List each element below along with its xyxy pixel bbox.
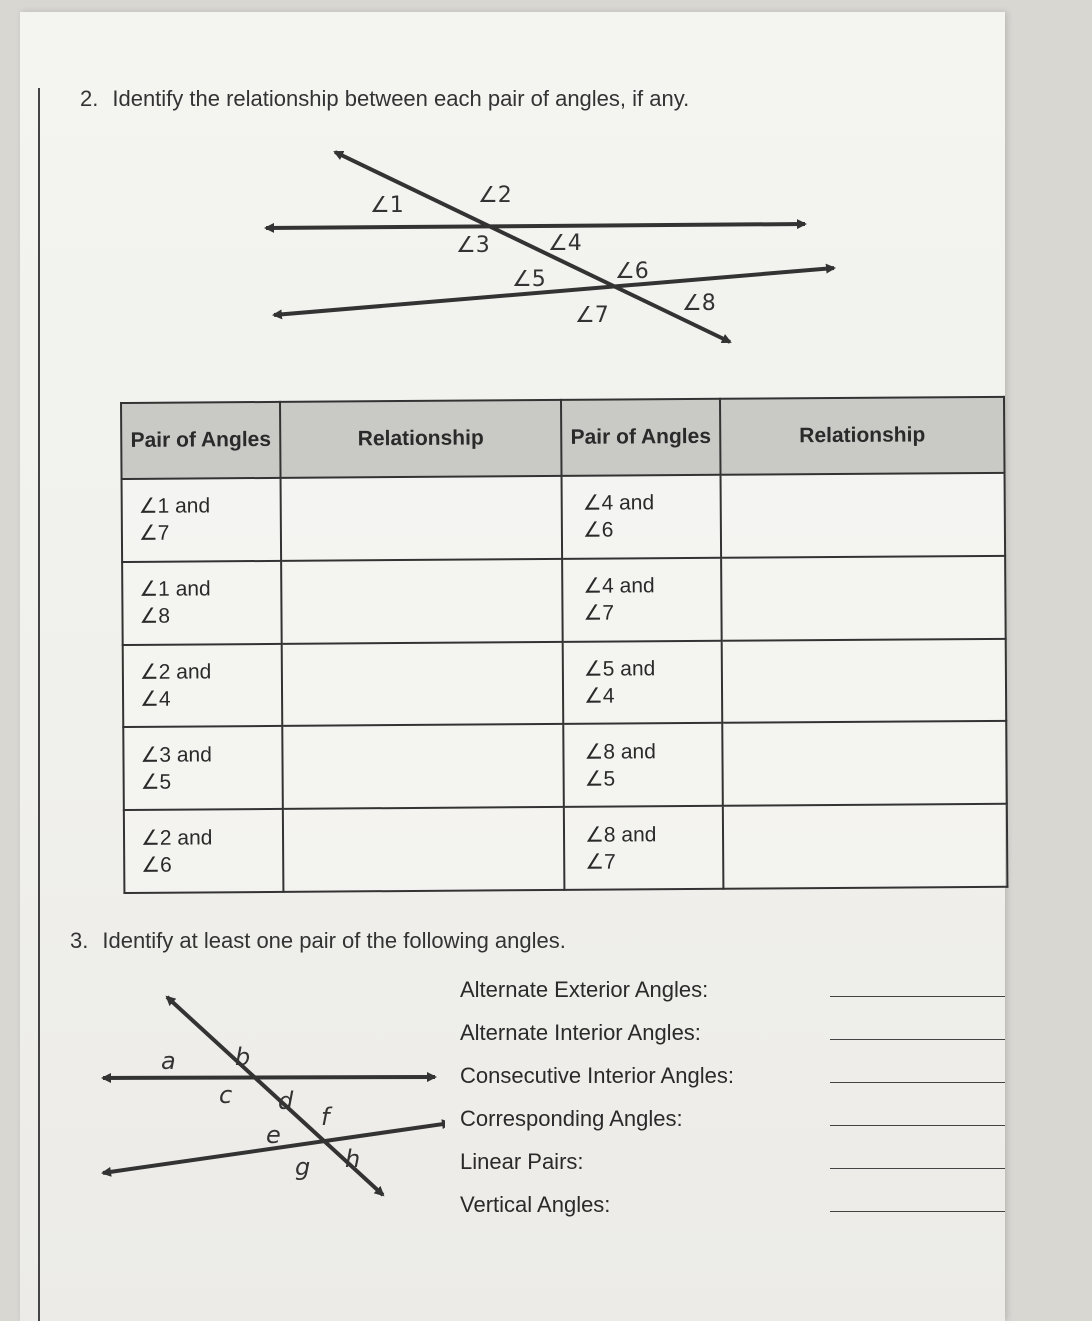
relationship-answer-cell[interactable] xyxy=(721,556,1006,641)
answer-blank[interactable] xyxy=(830,996,1005,997)
angle-g-label: g xyxy=(295,1153,311,1181)
answer-label: Alternate Interior Angles: xyxy=(460,1020,701,1045)
pair-cell: ∠4 and ∠6 xyxy=(562,475,722,559)
question-2-number: 2. xyxy=(80,86,99,111)
relationship-answer-cell[interactable] xyxy=(281,476,563,561)
angle-c-label: c xyxy=(219,1081,233,1109)
pair-cell: ∠8 and ∠5 xyxy=(563,723,723,807)
pair-cell: ∠4 and ∠7 xyxy=(562,558,722,642)
angle-6-label: ∠6 xyxy=(615,259,649,284)
pair-cell: ∠1 and ∠7 xyxy=(122,478,282,562)
relationship-answer-cell[interactable] xyxy=(723,804,1008,889)
figure-lettered-angles xyxy=(95,985,445,1210)
relationship-answer-cell[interactable] xyxy=(721,473,1006,558)
question-3-title xyxy=(70,928,566,954)
upper-line xyxy=(103,1077,435,1078)
header-relationship-right: Relationship xyxy=(720,397,1005,475)
angle-5-label: ∠5 xyxy=(512,267,546,292)
angle-b-label: b xyxy=(235,1043,251,1071)
header-pair-of-angles-left: Pair of Angles xyxy=(121,402,281,479)
question-2-title xyxy=(80,86,689,112)
answer-blank[interactable] xyxy=(830,1125,1005,1126)
list-item xyxy=(460,1101,1020,1144)
angle-relationship-table xyxy=(120,396,1008,894)
relationship-answer-cell[interactable] xyxy=(722,721,1007,806)
angle-f-label: f xyxy=(321,1103,330,1131)
margin-line xyxy=(38,88,40,1321)
table-row xyxy=(123,638,1007,727)
answer-label: Consecutive Interior Angles: xyxy=(460,1063,734,1088)
pair-cell: ∠5 and ∠4 xyxy=(563,640,723,724)
angle-7-label: ∠7 xyxy=(575,303,609,328)
pair-cell: ∠8 and ∠7 xyxy=(564,806,724,890)
table-row xyxy=(123,721,1007,810)
question-3-prompt: Identify at least one pair of the following angles. xyxy=(102,928,566,953)
question-3-number: 3. xyxy=(70,928,89,953)
angle-2-label: ∠2 xyxy=(478,183,512,208)
angle-3-label: ∠3 xyxy=(456,233,490,258)
angle-8-label: ∠8 xyxy=(682,291,716,316)
relationship-answer-cell[interactable] xyxy=(722,638,1007,723)
angle-h-label: h xyxy=(345,1145,361,1173)
angle-1-label: ∠1 xyxy=(370,193,404,218)
figure-parallel-lines-transversal xyxy=(260,140,850,355)
list-item xyxy=(460,1144,1020,1187)
bottom-line xyxy=(274,268,834,315)
answer-label: Vertical Angles: xyxy=(460,1192,611,1217)
answer-list xyxy=(460,972,1020,1230)
question-2-prompt: Identify the relationship between each pair of angles, if any. xyxy=(112,86,690,111)
list-item xyxy=(460,1058,1020,1101)
pair-cell: ∠1 and ∠8 xyxy=(122,561,282,645)
list-item xyxy=(460,1015,1020,1058)
angle-d-label: d xyxy=(278,1087,294,1115)
table-row xyxy=(124,804,1008,893)
list-item xyxy=(460,1187,1020,1230)
answer-label: Linear Pairs: xyxy=(460,1149,584,1174)
header-pair-of-angles-right: Pair of Angles xyxy=(561,399,721,476)
table-row xyxy=(122,473,1006,562)
table-header-row xyxy=(121,397,1005,479)
relationship-answer-cell[interactable] xyxy=(282,724,564,809)
angle-a-label: a xyxy=(161,1047,176,1075)
relationship-answer-cell[interactable] xyxy=(282,642,564,727)
relationship-answer-cell[interactable] xyxy=(283,807,565,892)
answer-label: Corresponding Angles: xyxy=(460,1106,683,1131)
top-line xyxy=(266,224,805,228)
pair-cell: ∠3 and ∠5 xyxy=(123,726,283,810)
answer-blank[interactable] xyxy=(830,1039,1005,1040)
answer-label: Alternate Exterior Angles: xyxy=(460,977,709,1002)
pair-cell: ∠2 and ∠4 xyxy=(123,643,283,727)
answer-blank[interactable] xyxy=(830,1082,1005,1083)
angle-4-label: ∠4 xyxy=(548,231,582,256)
answer-blank[interactable] xyxy=(830,1168,1005,1169)
list-item xyxy=(460,972,1020,1015)
relationship-answer-cell[interactable] xyxy=(281,559,563,644)
transversal-line xyxy=(335,152,730,342)
angle-e-label: e xyxy=(266,1121,281,1149)
header-relationship-left: Relationship xyxy=(280,400,562,478)
pair-cell: ∠2 and ∠6 xyxy=(124,809,284,893)
table-row xyxy=(122,556,1006,645)
answer-blank[interactable] xyxy=(830,1211,1005,1212)
